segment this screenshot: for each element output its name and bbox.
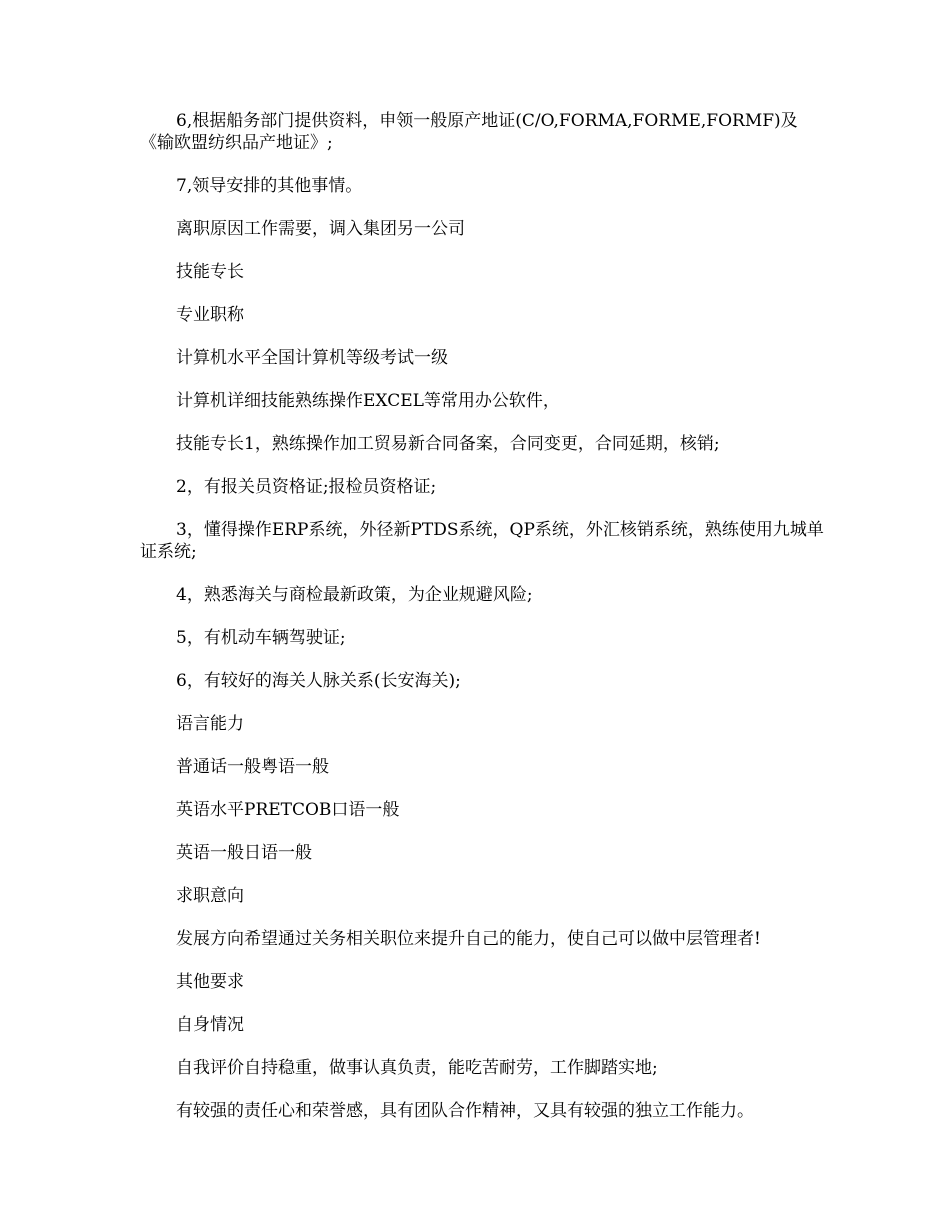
section-heading-title: 专业职称: [176, 305, 244, 325]
section-heading-intent: 求职意向: [176, 886, 244, 906]
paragraph-intent: 发展方向希望通过关务相关职位来提升自己的能力，使自己可以做中层管理者!: [176, 929, 761, 949]
section-heading-skills: 技能专长: [176, 262, 244, 282]
paragraph-computer-level: 计算机水平全国计算机等级考试一级: [176, 348, 448, 368]
paragraph-language-2: 英语水平PRETCOB口语一般: [176, 800, 400, 820]
paragraph-language-1: 普通话一般粤语一般: [176, 757, 329, 777]
paragraph-skill-5: 5，有机动车辆驾驶证;: [176, 628, 346, 648]
paragraph-skill-3: 3，懂得操作ERP系统，外径新PTDS系统，QP系统，外汇核销系统，熟练使用九城单证系统;: [140, 520, 824, 562]
paragraph-skill-6: 6，有较好的海关人脉关系(长安海关);: [176, 671, 461, 691]
section-heading-language: 语言能力: [176, 714, 244, 734]
paragraph-1: 6,根据船务部门提供资料，申领一般原产地证(C/O,FORMA,FORME,FORMF)及《输欧盟纺织品产地证》;: [140, 111, 798, 153]
paragraph-language-3: 英语一般日语一般: [176, 843, 312, 863]
paragraph-2: 7,领导安排的其他事情。: [176, 176, 363, 196]
paragraph-skill-2: 2，有报关员资格证;报检员资格证;: [176, 477, 437, 497]
paragraph-self-eval: 自我评价自持稳重，做事认真负责，能吃苦耐劳，工作脚踏实地;: [176, 1058, 658, 1078]
paragraph-computer-skills: 计算机详细技能熟练操作EXCEL等常用办公软件，: [176, 391, 560, 411]
section-heading-self: 自身情况: [176, 1015, 244, 1035]
paragraph-skill-1: 技能专长1，熟练操作加工贸易新合同备案，合同变更，合同延期，核销;: [176, 434, 720, 454]
section-heading-other: 其他要求: [176, 972, 244, 992]
paragraph-skill-4: 4，熟悉海关与商检最新政策，为企业规避风险;: [176, 585, 533, 605]
paragraph-3: 离职原因工作需要，调入集团另一公司: [176, 219, 465, 239]
document-body: [140, 110, 830, 1143]
paragraph-self-traits: 有较强的责任心和荣誉感，具有团队合作精神，又具有较强的独立工作能力。: [176, 1101, 754, 1121]
